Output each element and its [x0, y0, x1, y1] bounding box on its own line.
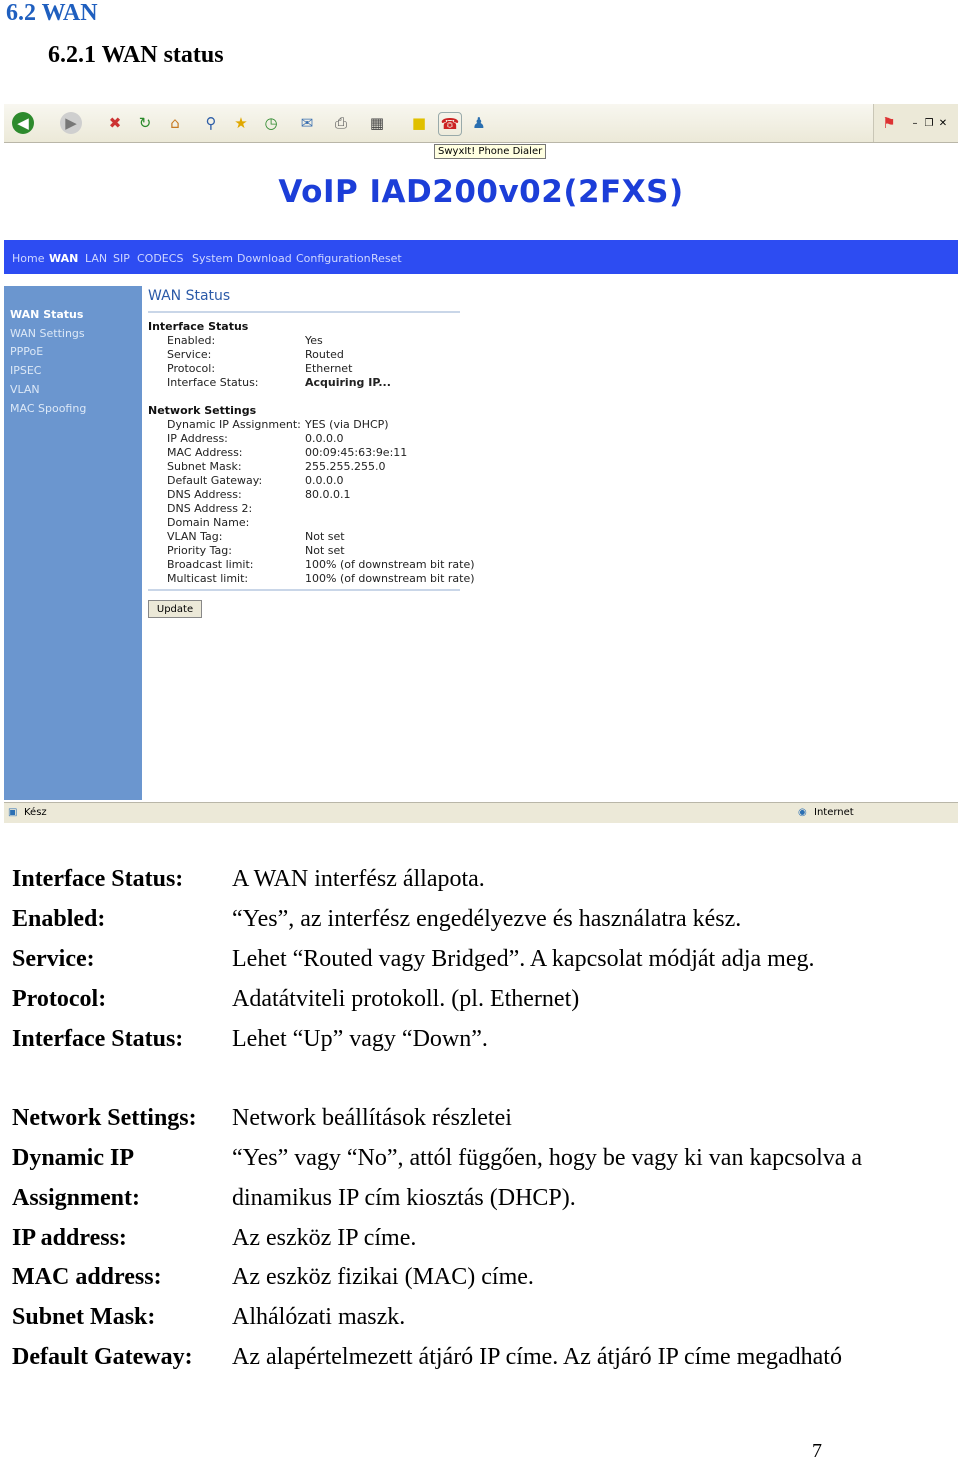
history-icon[interactable]: ◷ [264, 114, 278, 132]
field-value: Not set [305, 530, 345, 543]
status-text: Kész [24, 807, 47, 818]
window-controls [873, 104, 958, 142]
description: Az alapértelmezett átjáró IP címe. Az átjáró IP címe megadható [232, 1344, 842, 1370]
field-label: Enabled: [167, 334, 216, 347]
field-value: 00:09:45:63:9e:11 [305, 446, 408, 459]
browser-status-bar [4, 802, 958, 823]
tooltip: SwyxIt! Phone Dialer [434, 144, 546, 159]
term: Dynamic IP [12, 1145, 134, 1171]
description: “Yes” vagy “No”, attól függően, hogy be vagy ki van kapcsolva a [232, 1145, 863, 1171]
description: Alhálózati maszk. [232, 1304, 406, 1330]
description: Network beállítások részletei [232, 1105, 512, 1131]
field-label: DNS Address: [167, 488, 242, 501]
nav-system[interactable]: System [192, 252, 234, 265]
field-label: Subnet Mask: [167, 460, 242, 473]
field-value: YES (via DHCP) [305, 418, 389, 431]
forward-icon[interactable]: ▶ [60, 112, 82, 134]
sidebar-item-mac-spoofing[interactable]: MAC Spoofing [10, 402, 87, 415]
browser-toolbar [4, 104, 958, 143]
description: A WAN interfész állapota. [232, 866, 485, 892]
term: Network Settings: [12, 1105, 197, 1131]
field-value: 0.0.0.0 [305, 432, 344, 445]
page-icon: ▣ [8, 807, 18, 818]
browser-screenshot [4, 104, 958, 824]
term: Interface Status: [12, 1026, 184, 1052]
folder-icon[interactable]: ■ [411, 114, 427, 132]
nav-sip[interactable]: SIP [113, 252, 130, 265]
description: Lehet “Routed vagy Bridged”. A kapcsolat módját adja meg. [232, 946, 815, 972]
phone-dialer-icon[interactable]: ☎ [438, 112, 462, 136]
content-title: WAN Status [148, 288, 231, 304]
field-value: 80.0.0.1 [305, 488, 351, 501]
stop-icon[interactable]: ✖ [108, 114, 122, 132]
description: Az eszköz IP címe. [232, 1225, 417, 1251]
sidebar-item-pppoe[interactable]: PPPoE [10, 345, 44, 358]
field-value: 255.255.255.0 [305, 460, 386, 473]
term: Subnet Mask: [12, 1304, 156, 1330]
field-label: Service: [167, 348, 212, 361]
field-label: VLAN Tag: [167, 530, 223, 543]
divider [148, 589, 460, 591]
print-icon[interactable]: ⎙ [334, 114, 347, 132]
restore-icon[interactable]: ❐ [924, 117, 934, 129]
field-label: Broadcast limit: [167, 558, 254, 571]
term: IP address: [12, 1225, 127, 1251]
nav-reset[interactable]: Reset [371, 252, 402, 265]
field-value: 0.0.0.0 [305, 474, 344, 487]
field-value: 100% (of downstream bit rate) [305, 572, 475, 585]
field-label: Dynamic IP Assignment: [167, 418, 301, 431]
minimize-icon[interactable]: – [912, 117, 918, 129]
term: Assignment: [12, 1185, 141, 1211]
term: Interface Status: [12, 866, 184, 892]
term: Service: [12, 946, 95, 972]
sidebar-item-wan-status[interactable]: WAN Status [10, 308, 84, 321]
edit-icon[interactable]: ▦ [369, 114, 385, 132]
windows-logo-icon: ⚑ [882, 114, 896, 132]
term: MAC address: [12, 1264, 162, 1290]
field-value: Not set [305, 544, 345, 557]
description: Az eszköz fizikai (MAC) címe. [232, 1264, 534, 1290]
zone-text: Internet [814, 807, 854, 818]
messenger-icon[interactable]: ♟ [472, 114, 486, 132]
field-label: MAC Address: [167, 446, 243, 459]
term: Enabled: [12, 906, 106, 932]
search-icon[interactable]: ⚲ [205, 114, 217, 132]
nav-lan[interactable]: LAN [85, 252, 108, 265]
field-value: 100% (of downstream bit rate) [305, 558, 475, 571]
interface-status-section: Interface Status [148, 320, 249, 333]
update-button[interactable]: Update [148, 600, 202, 618]
field-label: DNS Address 2: [167, 502, 253, 515]
description: Adatátviteli protokoll. (pl. Ethernet) [232, 986, 580, 1012]
subsection-heading: 6.2.1 WAN status [48, 42, 224, 68]
home-icon[interactable]: ⌂ [170, 114, 180, 132]
term: Protocol: [12, 986, 107, 1012]
sidebar-item-ipsec[interactable]: IPSEC [10, 364, 42, 377]
page-number: 7 [812, 1440, 822, 1462]
app-title: VoIP IAD200v02(2FXS) [278, 174, 684, 210]
description: Lehet “Up” vagy “Down”. [232, 1026, 488, 1052]
back-icon[interactable]: ◀ [12, 112, 34, 134]
field-value: Yes [305, 334, 323, 347]
field-label: IP Address: [167, 432, 228, 445]
field-label: Priority Tag: [167, 544, 232, 557]
description: “Yes”, az interfész engedélyezve és használatra kész. [232, 906, 742, 932]
sidebar [4, 286, 142, 800]
field-value: Routed [305, 348, 344, 361]
description: dinamikus IP cím kiosztás (DHCP). [232, 1185, 576, 1211]
globe-icon: ◉ [798, 807, 807, 818]
network-settings-section: Network Settings [148, 404, 257, 417]
nav-download[interactable]: Download [237, 252, 292, 265]
field-label: Multicast limit: [167, 572, 249, 585]
field-label: Default Gateway: [167, 474, 263, 487]
favorites-icon[interactable]: ★ [234, 114, 248, 132]
mail-icon[interactable]: ✉ [300, 114, 314, 132]
main-content [148, 286, 958, 800]
divider [148, 311, 460, 313]
field-label: Interface Status: [167, 376, 259, 389]
field-value: Ethernet [305, 362, 353, 375]
sidebar-item-wan-settings[interactable]: WAN Settings [10, 327, 85, 340]
nav-codecs[interactable]: CODECS [137, 252, 184, 265]
nav-wan[interactable]: WAN [49, 252, 79, 265]
close-icon[interactable]: ✕ [938, 117, 948, 129]
field-value: Acquiring IP... [305, 376, 391, 389]
term: Default Gateway: [12, 1344, 193, 1370]
field-label: Protocol: [167, 362, 216, 375]
refresh-icon[interactable]: ↻ [138, 114, 152, 132]
top-nav [4, 240, 958, 274]
section-heading: 6.2 WAN [6, 0, 98, 26]
nav-home[interactable]: Home [12, 252, 45, 265]
nav-configuration[interactable]: Configuration [296, 252, 371, 265]
field-label: Domain Name: [167, 516, 250, 529]
sidebar-item-vlan[interactable]: VLAN [10, 383, 40, 396]
